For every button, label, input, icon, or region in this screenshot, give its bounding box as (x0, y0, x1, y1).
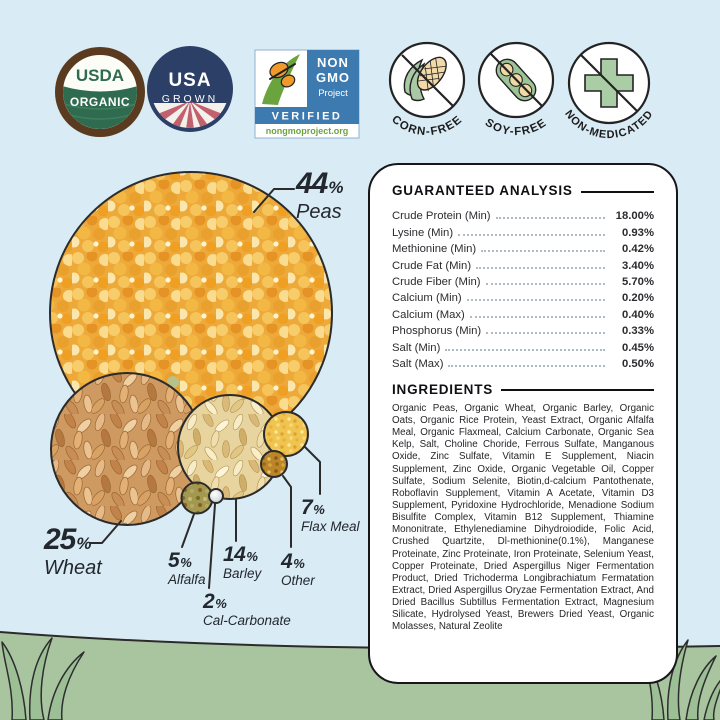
cal-carbonate-percent: 2% (203, 590, 227, 613)
table-row: Crude Protein (Min) 18.00% (392, 210, 654, 223)
other-leader-line (283, 476, 291, 547)
nongmo-line3: Project (318, 88, 348, 99)
barley-label: 14% Barley (223, 543, 262, 582)
other-percent: 4% (281, 550, 305, 573)
non-medicated-text: NON-MEDICATED (562, 108, 656, 142)
barley-percent: 14% (223, 543, 258, 566)
dot-leader (486, 332, 605, 334)
table-row: Crude Fiber (Min) 5.70% (392, 275, 654, 288)
dot-leader (448, 365, 605, 367)
dot-leader (496, 217, 605, 219)
table-row: Salt (Max) 0.50% (392, 357, 654, 370)
soy-free-text: SOY-FREE (482, 116, 550, 139)
alfalfa-bubble (182, 483, 213, 514)
nongmo-line1: NON (317, 55, 349, 70)
guaranteed-analysis-header (392, 183, 654, 198)
table-row: Methionine (Min) 0.42% (392, 243, 654, 256)
usda-text: USDA (75, 66, 125, 85)
flax-meal-percent: 7% (301, 496, 325, 519)
dot-leader (470, 316, 605, 318)
other-label: 4% Other (281, 550, 315, 589)
dot-leader (476, 267, 605, 269)
dot-leader (467, 299, 605, 301)
table-row: Lysine (Min) 0.93% (392, 226, 654, 239)
corn-free-badge (389, 43, 465, 138)
flax-meal-label: 7% Flax Meal (301, 496, 360, 535)
usda-organic-badge (59, 51, 141, 133)
grown-text: GROWN (161, 93, 219, 105)
ingredients-text: Organic Peas, Organic Wheat, Organic Barley, Organic Oats, Organic Rice Protein, Yeast Extract, Organic Alfalfa Meal, Organic Flaxmeal, Calcium Carbonate, Organic Sea Kelp, Salt, Choline Choride, Ferrous Sulfate, Manganous Oxide, Zinc Sulfate, Vitamin E Supplement, Niacin Supplement, Zinc Oxide, Organic Vegetable Oil, Copper Sulfate, Sodium Selenite, Biotin,d-calcium Pantothenate, Roboflavin Supplement, Vitamin A Acetate, Vitamin D3 Supplement, Pyridoxine Hydrochloride, Menadione Sodium Bisulfite Complex, Vitamin B12 Supplement, Thiamine Mononitrate, Ethylenediamine Dihydroiodide, Folic Acid, Crushed Quartzite, Dl-methionine(0.1%), Manganese Proteinate, Zinc Proteinate, Iron Proteinate, Selenium Yeast, Copper Proteinate, Dried Aspergillus Niger Fermentation Product, Dried Trichoderma Longibrachiatum Fermatation Extract, Dried Aspergillus Oryzae Fermentation Extract, And Dried Bacillus Subtillus Fermentation Extract, Magnesium Silicate, Hydrolysed Yeast, Brewers Dried Yeast, Organic Molasses, Natural Zeolite (392, 402, 654, 633)
guaranteed-analysis-title: GUARANTEED ANALYSIS (392, 183, 573, 198)
table-row: Calcium (Max) 0.40% (392, 308, 654, 321)
flax-leader-line (305, 447, 320, 494)
non-medicated-badge (562, 43, 656, 141)
nongmo-url: nongmoproject.org (265, 126, 349, 136)
corn-free-text: CORN-FREE (389, 113, 465, 139)
soy-free-badge (479, 43, 553, 138)
peas-percent: 44% (296, 167, 344, 200)
alfalfa-percent: 5% (168, 549, 192, 572)
other-bubble (261, 451, 287, 477)
table-row: Salt (Min) 0.45% (392, 341, 654, 354)
header-rule (501, 389, 654, 391)
table-row: Calcium (Min) 0.20% (392, 292, 654, 305)
table-row: Crude Fat (Min) 3.40% (392, 259, 654, 272)
wheat-label: 25% Wheat (44, 523, 102, 579)
dot-leader (458, 234, 605, 236)
info-panel (368, 163, 678, 684)
alfalfa-label: 5% Alfalfa (168, 549, 206, 588)
alfalfa-leader-line (182, 514, 194, 547)
table-row: Phosphorus (Min) 0.33% (392, 325, 654, 338)
dot-leader (486, 283, 605, 285)
header-rule (581, 191, 654, 193)
dot-leader (481, 250, 605, 252)
verified-text: VERIFIED (271, 110, 343, 123)
non-gmo-project-badge (255, 50, 359, 138)
ingredients-title: INGREDIENTS (392, 381, 494, 397)
flax-meal-bubble (264, 412, 308, 456)
ingredients-header (392, 382, 654, 397)
guaranteed-analysis-table (392, 206, 654, 370)
cal-carbonate-leader-line (209, 504, 215, 588)
usa-text: USA (168, 70, 212, 91)
peas-label: 44% Peas (296, 167, 344, 223)
wheat-percent: 25% (44, 523, 92, 556)
organic-text: ORGANIC (69, 95, 131, 109)
usa-grown-badge (147, 46, 233, 136)
dot-leader (445, 349, 605, 351)
nongmo-line2: GMO (315, 70, 351, 85)
cal-carbonate-label: 2% Cal-Carbonate (203, 590, 291, 629)
cal-carbonate-bubble (209, 489, 223, 503)
